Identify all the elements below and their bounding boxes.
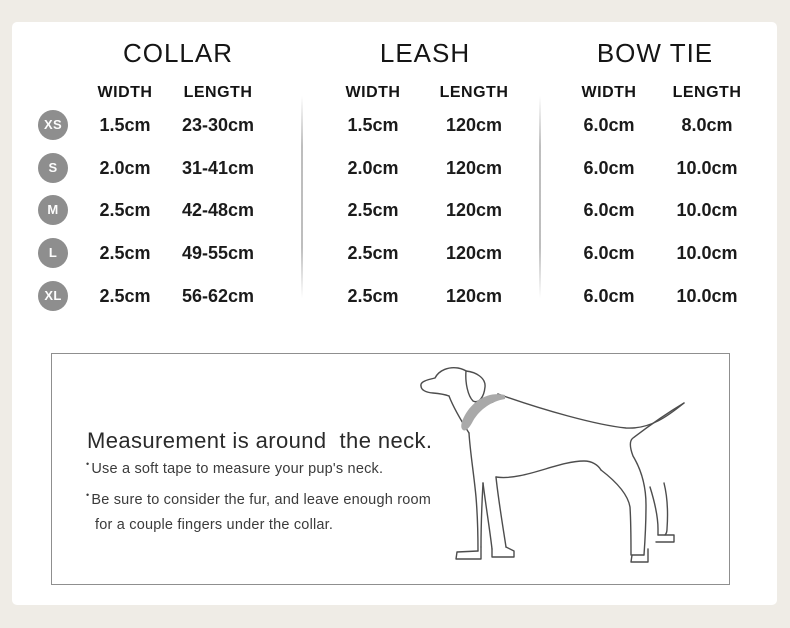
dog-thigh-inner [601,470,631,555]
cell-collar-length: 23-30cm [181,115,255,135]
cell-leash-length: 120cm [445,158,503,178]
header-leash-width: WIDTH [345,84,401,101]
cell-leash-width: 2.5cm [347,200,399,220]
cell-bowtie-length: 8.0cm [681,115,733,135]
cell-leash-width: 1.5cm [347,115,399,135]
cell-bowtie-width: 6.0cm [583,286,635,306]
dog-frontleg-far-front [483,483,492,549]
note-bullet-1 [86,459,383,477]
cell-bowtie-length: 10.0cm [676,158,738,178]
size-badge-xl: XL [38,281,68,311]
cell-bowtie-length: 10.0cm [676,200,738,220]
dog-svg [418,365,690,567]
column-divider-collar-leash [301,96,303,298]
size-badge-s: S [38,153,68,183]
cell-leash-width: 2.5cm [347,286,399,306]
dog-frontleg-near-rear [481,483,483,547]
dog-hind-foot-far [656,535,674,542]
cell-collar-length: 56-62cm [181,286,255,306]
cell-leash-width: 2.0cm [347,158,399,178]
column-divider-leash-bowtie [539,96,541,298]
cell-leash-width: 2.5cm [347,243,399,263]
cell-bowtie-width: 6.0cm [583,243,635,263]
header-bowtie-length: LENGTH [672,84,742,101]
cell-collar-length: 31-41cm [181,158,255,178]
note-bullet-2 [86,490,431,508]
note-bullet-2-continued [95,517,333,533]
dog-belly [496,461,601,478]
dog-hindleg-far-rear [664,483,668,535]
cell-leash-length: 120cm [445,200,503,220]
dog-front-foot-near [456,547,481,559]
dog-ear [466,371,485,402]
cell-collar-width: 2.0cm [99,158,151,178]
section-title-leash: LEASH [379,38,471,68]
bullet-dot-icon: • [86,459,90,469]
dog-frontleg-near-front [469,433,478,551]
cell-collar-width: 2.5cm [99,243,151,263]
dog-rump-hindleg [630,403,684,555]
header-collar-width: WIDTH [97,84,153,101]
size-badge-m: M [38,195,68,225]
dog-back-tail [498,394,684,428]
cell-bowtie-length: 10.0cm [676,286,738,306]
note-bullet-3-text: for a couple fingers under the collar. [95,517,334,533]
cell-collar-width: 2.5cm [99,286,151,306]
note-bullet-2-text: Be sure to consider the fur, and leave enough room [91,492,432,508]
cell-bowtie-width: 6.0cm [583,158,635,178]
header-leash-length: LENGTH [439,84,509,101]
section-title-collar: COLLAR [122,38,234,68]
header-collar-length: LENGTH [183,84,253,101]
size-badge-l: L [38,238,68,268]
cell-collar-length: 42-48cm [181,200,255,220]
bullet-dot-icon: • [86,490,90,500]
dog-illustration [418,365,690,567]
cell-bowtie-length: 10.0cm [676,243,738,263]
cell-leash-length: 120cm [445,286,503,306]
dog-frontleg-far-rear [496,477,506,547]
cell-bowtie-width: 6.0cm [583,200,635,220]
cell-collar-width: 2.5cm [99,200,151,220]
cell-collar-width: 1.5cm [99,115,151,135]
dog-muzzle-outline [421,386,449,396]
header-bowtie-width: WIDTH [581,84,637,101]
note-bullet-1-text: Use a soft tape to measure your pup's neck. [91,461,384,477]
dog-hindleg-far-front [650,487,658,535]
section-title-bowtie: BOW TIE [596,38,714,68]
dog-front-foot-far [492,547,514,557]
cell-leash-length: 120cm [445,115,503,135]
size-badge-xs: XS [38,110,68,140]
dog-collar-band [461,394,505,430]
cell-bowtie-width: 6.0cm [583,115,635,135]
cell-leash-length: 120cm [445,243,503,263]
note-heading: Measurement is around the neck. [87,428,433,453]
cell-collar-length: 49-55cm [181,243,255,263]
dog-hind-foot-near [631,549,648,562]
